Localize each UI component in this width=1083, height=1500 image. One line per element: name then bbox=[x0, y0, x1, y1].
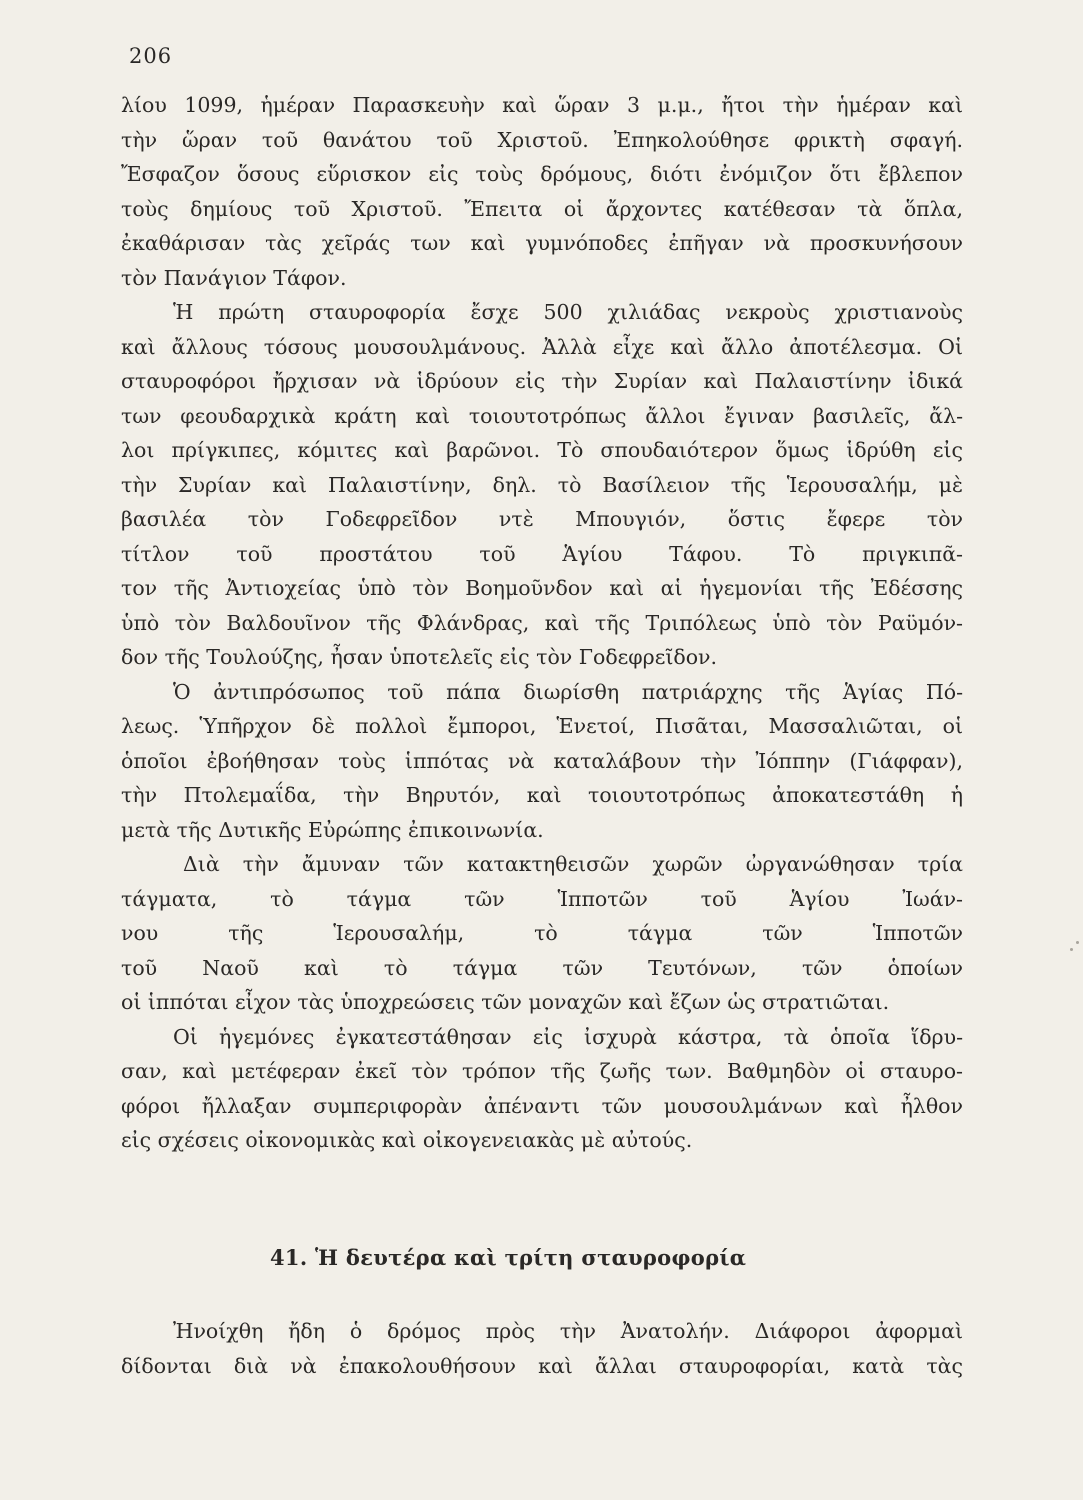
text-line: εἰς σχέσεις οἰκονομικὰς καὶ οἰκογενειακὰς μὲ αὐτούς. bbox=[121, 1128, 693, 1152]
text-line: καὶ ἄλλους τόσους μουσουλμάνους. Ἀλλὰ εἶχε καὶ ἄλλο ἀποτέλεσμα. Οἱ bbox=[121, 334, 963, 359]
text-line: ὁποῖοι ἐβοήθησαν τοὺς ἱππότας νὰ καταλάβουν τὴν Ἰόππην (Γιάφφαν), bbox=[121, 748, 963, 773]
text-line: λοι πρίγκιπες, κόμιτες καὶ βαρῶνοι. Τὸ σπουδαιότερον ὅμως ἱδρύθη εἰς bbox=[121, 438, 963, 462]
text-line: ὑπὸ τὸν Βαλδουῖνον τῆς Φλάνδρας, καὶ τῆς Τριπόλεως ὑπὸ τὸν Ραϋμόν- bbox=[121, 610, 963, 635]
text-line: Ἔσφαζον ὅσους εὕρισκον εἰς τοὺς δρόμους, διότι ἐνόμιζον ὅτι ἔβλεπον bbox=[121, 162, 963, 186]
text-line: Διὰ τὴν ἄμυναν τῶν κατακτηθεισῶν χωρῶν ὠργανώθησαν τρία bbox=[183, 852, 963, 876]
paragraph bbox=[121, 675, 963, 848]
paper-speck bbox=[1070, 948, 1073, 951]
main-text bbox=[121, 88, 963, 1158]
page-number: 206 bbox=[129, 44, 173, 68]
section-text bbox=[121, 1314, 963, 1383]
text-line: τὴν Συρίαν καὶ Παλαιστίνην, δηλ. τὸ Βασίλειον τῆς Ἱερουσαλήμ, μὲ bbox=[121, 472, 963, 497]
text-line: ἐκαθάρισαν τὰς χεῖράς των καὶ γυμνόποδες ἐπῆγαν νὰ προσκυνήσουν bbox=[121, 231, 963, 255]
text-line: σαν, καὶ μετέφεραν ἐκεῖ τὸν τρόπον τῆς ζωῆς των. Βαθμηδὸν οἱ σταυρο- bbox=[121, 1059, 963, 1083]
text-line: τον τῆς Ἀντιοχείας ὑπὸ τὸν Βοημοῦνδον καὶ αἱ ἡγεμονίαι τῆς Ἐδέσσης bbox=[121, 576, 963, 600]
text-line: τοὺς δημίους τοῦ Χριστοῦ. Ἔπειτα οἱ ἄρχοντες κατέθεσαν τὰ ὅπλα, bbox=[121, 196, 963, 221]
text-line: φόροι ἤλλαξαν συμπεριφορὰν ἀπέναντι τῶν μουσουλμάνων καὶ ἦλθον bbox=[121, 1093, 963, 1118]
text-line: Ὁ ἀντιπρόσωπος τοῦ πάπα διωρίσθη πατριάρχης τῆς Ἁγίας Πό- bbox=[173, 679, 963, 704]
text-line: τοῦ Ναοῦ καὶ τὸ τάγμα τῶν Τευτόνων, τῶν ὁποίων bbox=[121, 955, 963, 980]
text-line: βασιλέα τὸν Γοδεφρεῖδον ντὲ Μπουγιόν, ὅστις ἔφερε τὸν bbox=[121, 507, 963, 531]
paragraph bbox=[121, 295, 963, 675]
text-line: δον τῆς Τουλούζης, ἦσαν ὑποτελεῖς εἰς τὸν Γοδεφρεῖδον. bbox=[121, 645, 718, 669]
text-line: τίτλον τοῦ προστάτου τοῦ Ἁγίου Τάφου. Τὸ πριγκιπᾶ- bbox=[121, 541, 963, 566]
paragraph bbox=[121, 1314, 963, 1383]
text-line: Οἱ ἡγεμόνες ἐγκατεστάθησαν εἰς ἰσχυρὰ κάστρα, τὰ ὁποῖα ἵδρυ- bbox=[173, 1024, 963, 1049]
section-heading: 41. Ἡ δευτέρα καὶ τρίτη σταυροφορία bbox=[270, 1245, 747, 1270]
text-line: νου τῆς Ἱερουσαλήμ, τὸ τάγμα τῶν Ἱπποτῶν bbox=[121, 921, 963, 945]
paragraph bbox=[121, 88, 963, 295]
text-line: λίου 1099, ἡμέραν Παρασκευὴν καὶ ὥραν 3 μ.μ., ἤτοι τὴν ἡμέραν καὶ bbox=[121, 93, 963, 117]
text-line: των φεουδαρχικὰ κράτη καὶ τοιουτοτρόπως ἄλλοι ἔγιναν βασιλεῖς, ἄλ- bbox=[121, 403, 963, 428]
text-line: Ἠνοίχθη ἤδη ὁ δρόμος πρὸς τὴν Ἀνατολήν. Διάφοροι ἀφορμαὶ bbox=[173, 1319, 963, 1343]
text-line: τάγματα, τὸ τάγμα τῶν Ἱπποτῶν τοῦ Ἁγίου Ἰωάν- bbox=[121, 886, 963, 911]
text-line: δίδονται διὰ νὰ ἐπακολουθήσουν καὶ ἄλλαι σταυροφορίαι, κατὰ τὰς bbox=[121, 1353, 963, 1378]
text-line: τὸν Πανάγιον Τάφον. bbox=[121, 265, 347, 290]
text-line: σταυροφόροι ἤρχισαν νὰ ἱδρύουν εἰς τὴν Συρίαν καὶ Παλαιστίνην ἰδικά bbox=[121, 369, 963, 393]
paragraph bbox=[121, 1020, 963, 1158]
text-line: τὴν ὥραν τοῦ θανάτου τοῦ Χριστοῦ. Ἐπηκολούθησε φρικτὴ σφαγή. bbox=[121, 127, 963, 152]
paper-speck bbox=[1076, 941, 1079, 944]
text-line: οἱ ἱππόται εἶχον τὰς ὑποχρεώσεις τῶν μοναχῶν καὶ ἔζων ὡς στρατιῶται. bbox=[121, 990, 890, 1014]
text-line: μετὰ τῆς Δυτικῆς Εὐρώπης ἐπικοινωνία. bbox=[121, 817, 544, 842]
text-line: Ἡ πρώτη σταυροφορία ἔσχε 500 χιλιάδας νεκροὺς χριστιανοὺς bbox=[173, 300, 963, 324]
paragraph bbox=[121, 847, 963, 1020]
text-line: λεως. Ὑπῆρχον δὲ πολλοὶ ἔμποροι, Ἑνετοί, Πισᾶται, Μασσαλιῶται, οἱ bbox=[121, 714, 963, 738]
text-line: τὴν Πτολεμαΐδα, τὴν Βηρυτόν, καὶ τοιουτοτρόπως ἀποκατεστάθη ἡ bbox=[121, 783, 963, 807]
